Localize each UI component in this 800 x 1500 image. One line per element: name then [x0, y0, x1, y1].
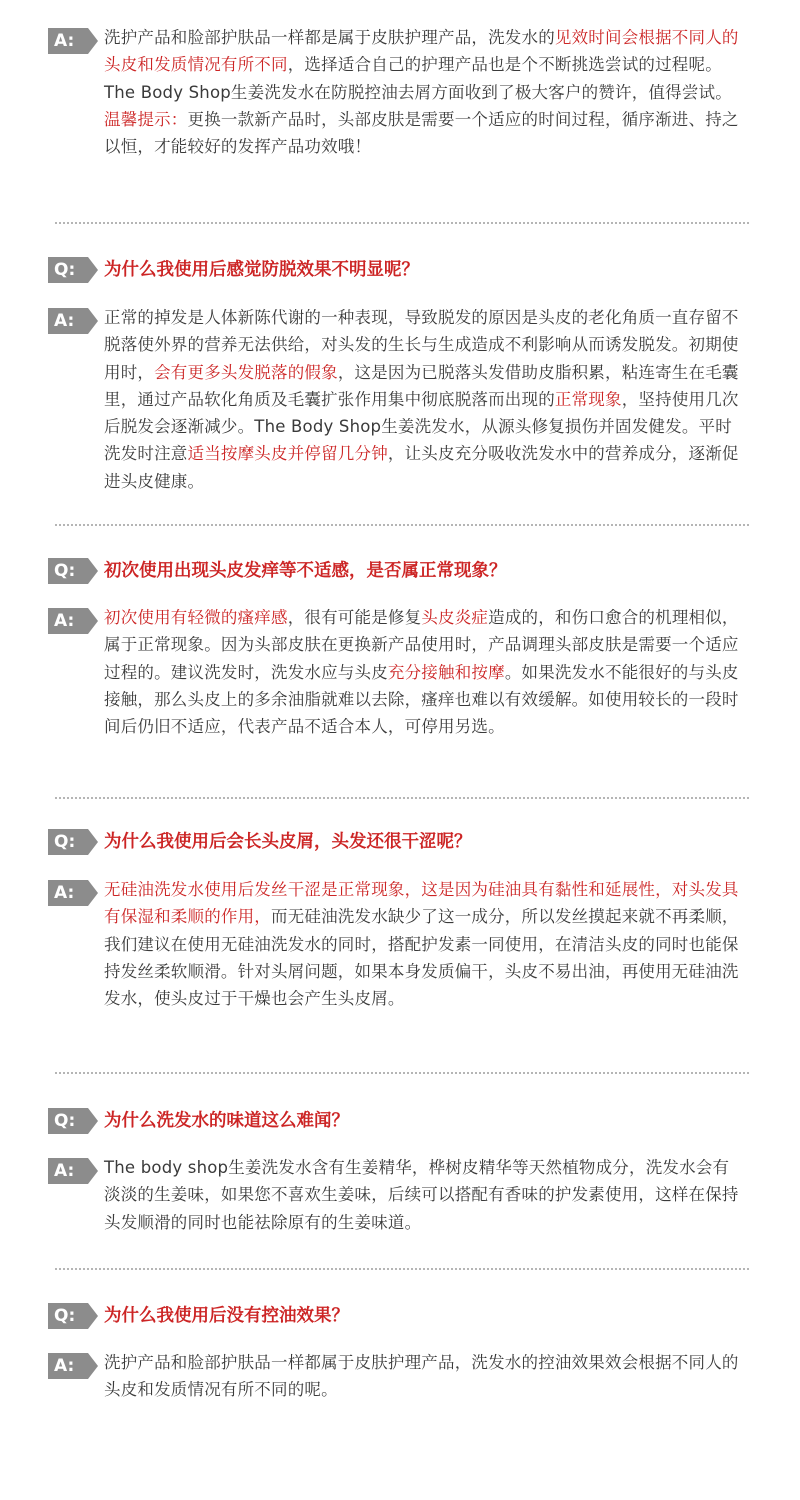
- answer-badge: A:: [48, 28, 88, 54]
- divider: [55, 524, 749, 526]
- answer-text: [104, 876, 744, 1012]
- answer-text: [104, 604, 744, 740]
- answer-segment: 洗护产品和脸部护肤品一样都属于皮肤护理产品，洗发水的控油效果效会根据不同人的头皮和发质情况有所不同的呢。: [104, 1353, 739, 1400]
- question-badge: Q:: [48, 829, 88, 855]
- question-badge: Q:: [48, 257, 88, 283]
- answer-text: [104, 1154, 744, 1236]
- tip-text: 更换一款新产品时，头部皮肤是需要一个适应的时间过程，循序渐进、持之以恒，才能较好的发挥产品功效哦！: [104, 109, 739, 157]
- divider: [55, 797, 749, 799]
- tip-label: 温馨提示：: [104, 109, 188, 129]
- answer-text: [104, 24, 744, 160]
- answer-text: [104, 1349, 744, 1404]
- question-text: 初次使用出现头皮发痒等不适感，是否属正常现象？: [104, 561, 507, 581]
- answer-highlight: 适当按摩头皮并停留几分钟: [187, 444, 388, 464]
- answer-badge: A:: [48, 608, 88, 634]
- answer-segment: 。如果洗发水不能很好的与头皮接触，那么头皮上的多余油脂就难以去除，瘙痒也难以有效缓解。如使用较长的一段时间后仍旧不适应，代表产品不适合本人，可停用另选。: [104, 662, 739, 737]
- question-text: 为什么我使用后没有控油效果？: [104, 1306, 349, 1326]
- answer-segment: ，坚持使用几次后脱发会逐渐减少。The Body Shop生姜洗发水，从源头修复损伤并固发健发。平时洗发时注意: [104, 389, 739, 464]
- answer-badge: A:: [48, 1158, 88, 1184]
- answer-text: [104, 304, 744, 495]
- answer-badge: A:: [48, 308, 88, 334]
- question-text: 为什么洗发水的味道这么难闻？: [104, 1111, 349, 1131]
- answer-segment: ，这是因为已脱落头发借助皮脂积累，粘连寄生在毛囊里，通过产品软化角质及毛囊扩张作用集中彻底脱落而出现的: [104, 362, 739, 409]
- answer-highlight: 充分接触和按摩: [387, 662, 505, 682]
- question-text: 为什么我使用后会长头皮屑，头发还很干涩呢？: [104, 832, 472, 852]
- answer-highlight: 无硅油洗发水使用后发丝干涩是正常现象，这是因为硅油具有黏性和延展性，对头发具有保湿和柔顺的作用，: [104, 880, 739, 927]
- divider: [55, 1072, 749, 1074]
- answer-segment: 而无硅油洗发水缺少了这一成分，所以发丝摸起来就不再柔顺，我们建议在使用无硅油洗发水的同时，搭配护发素一同使用，在清洁头皮的同时也能保持发丝柔软顺滑。针对头屑问题，如果本身发质偏干，头皮不易出油，再使用无硅油洗发水，使头皮过于干燥也会产生头皮屑。: [104, 907, 739, 1009]
- answer-segment: 正常的掉发是人体新陈代谢的一种表现，导致脱发的原因是头皮的老化角质一直存留不脱落使外界的营养无法供给，对头发的生长与生成造成不利影响从而诱发脱发。初期使用时，: [104, 308, 739, 382]
- answer-segment: ，选择适合自己的护理产品也是个不断挑选尝试的过程呢。The Body Shop生姜洗发水在防脱控油去屑方面收到了极大客户的赞许，值得尝试。: [104, 55, 732, 102]
- question-text: 为什么我使用后感觉防脱效果不明显呢？: [104, 260, 419, 280]
- question-badge: Q:: [48, 1108, 88, 1134]
- answer-highlight: 见效时间会根据不同人的头皮和发质情况有所不同: [104, 28, 739, 75]
- question-badge: Q:: [48, 558, 88, 584]
- answer-segment: ，很有可能是修复: [287, 608, 422, 627]
- answer-segment: The body shop生姜洗发水含有生姜精华，桦树皮精华等天然植物成分，洗发水会有淡淡的生姜味，如果您不喜欢生姜味，后续可以搭配有香味的护发素使用，这样在保持头发顺滑的同时也能祛除原有的生姜味道。: [104, 1158, 739, 1232]
- answer-segment: 洗护产品和脸部护肤品一样都是属于皮肤护理产品，洗发水的: [104, 28, 555, 47]
- answer-segment: 造成的，和伤口愈合的机理相似，属于正常现象。因为头部皮肤在更换新产品使用时，产品调理头部皮肤是需要一个适应过程的。建议洗发时，洗发水应与头皮: [104, 608, 739, 682]
- answer-highlight: 初次使用有轻微的瘙痒感: [104, 608, 288, 627]
- answer-highlight: 会有更多头发脱落的假象: [154, 362, 338, 382]
- answer-segment: ，让头皮充分吸收洗发水中的营养成分，逐渐促进头皮健康。: [104, 444, 739, 491]
- divider: [55, 222, 749, 224]
- answer-highlight: 头皮炎症: [421, 608, 489, 627]
- answer-badge: A:: [48, 880, 88, 906]
- answer-badge: A:: [48, 1353, 88, 1379]
- question-badge: Q:: [48, 1303, 88, 1329]
- answer-highlight: 正常现象: [554, 389, 622, 409]
- divider: [55, 1268, 749, 1270]
